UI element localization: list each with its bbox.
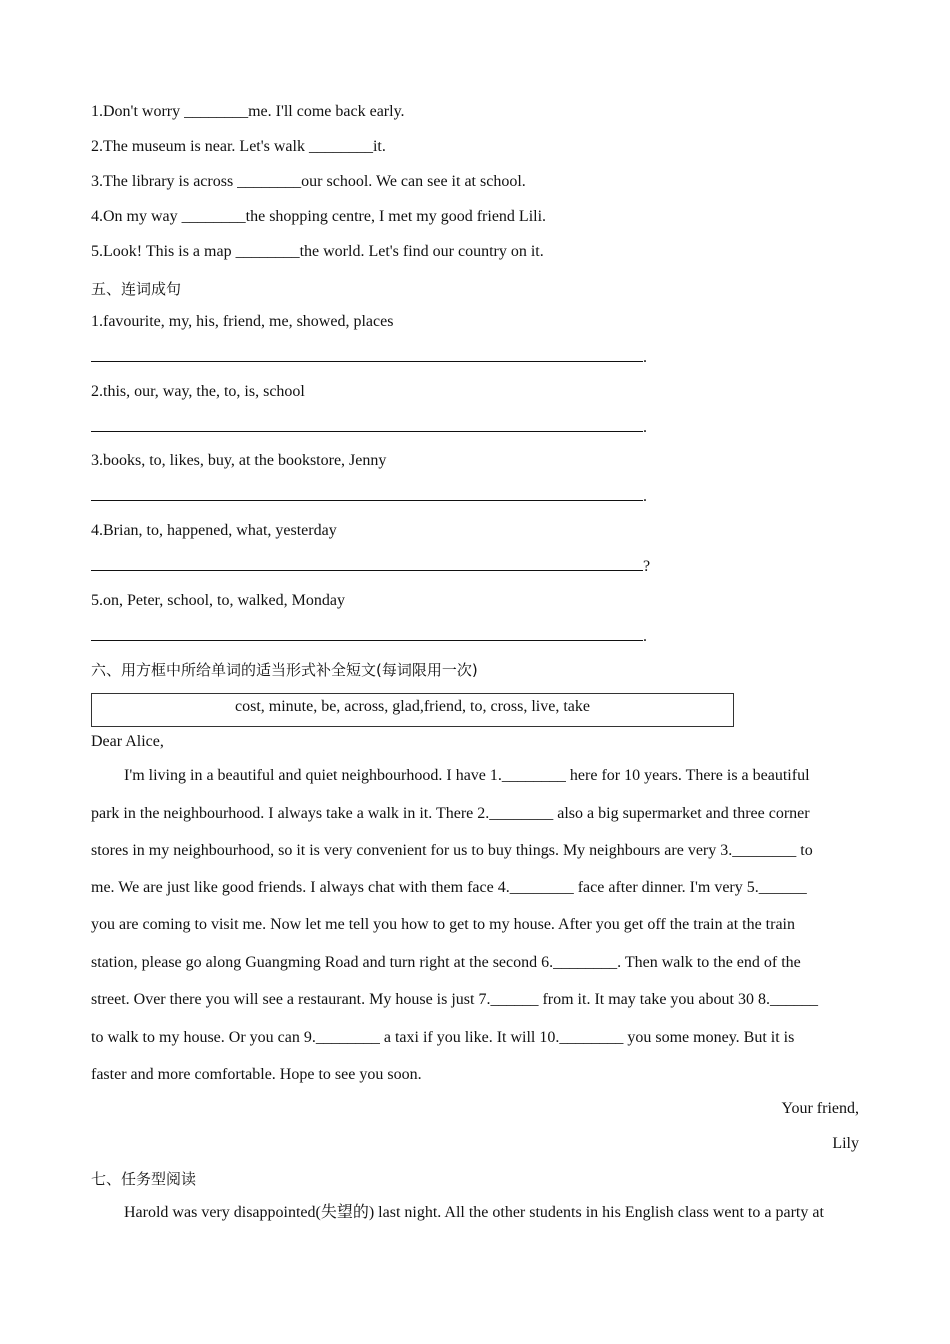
letter-line-9: faster and more comfortable. Hope to see you soon. — [91, 1066, 422, 1083]
letter-signature: Lily — [832, 1135, 859, 1152]
section7-title: 七、任务型阅读 — [91, 1170, 197, 1188]
letter-line-5: you are coming to visit me. Now let me tell you how to get to my house. After you get off the train at the train — [91, 916, 795, 933]
s5-answer-line-3 — [91, 486, 647, 507]
letter-line-8: to walk to my house. Or you can 9.________ a taxi if you like. It will 10.________ you some money. But it is — [91, 1029, 795, 1046]
s5-end-3: . — [643, 488, 647, 505]
s5-answer-line-4 — [91, 556, 650, 577]
s5-prompt-3: 3.books, to, likes, buy, at the bookstore, Jenny — [91, 452, 387, 469]
s7-paragraph-line-1: Harold was very disappointed(失望的) last night. All the other students in his English class went to a party at — [124, 1204, 824, 1221]
letter-line-6: station, please go along Guangming Road and turn right at the second 6.________. Then walk to the end of the — [91, 954, 801, 971]
s5-answer-line-1 — [91, 347, 647, 368]
s4-item-5: 5.Look! This is a map ________the world. Let's find our country on it. — [91, 243, 544, 260]
s5-prompt-5: 5.on, Peter, school, to, walked, Monday — [91, 592, 345, 609]
s4-item-1: 1.Don't worry ________me. I'll come back early. — [91, 103, 405, 120]
section6-title: 六、用方框中所给单词的适当形式补全短文(每词限用一次) — [91, 661, 478, 679]
letter-greeting: Dear Alice, — [91, 733, 164, 750]
letter-line-4: me. We are just like good friends. I always chat with them face 4.________ face after dinner. I'm very 5.______ — [91, 879, 807, 896]
s5-prompt-1: 1.favourite, my, his, friend, me, showed, places — [91, 313, 394, 330]
s5-end-2: . — [643, 419, 647, 436]
s5-answer-line-2 — [91, 417, 647, 438]
s5-prompt-4: 4.Brian, to, happened, what, yesterday — [91, 522, 337, 539]
s5-end-1: . — [643, 349, 647, 366]
s5-end-5: . — [643, 628, 647, 645]
word-box: cost, minute, be, across, glad,friend, to, cross, live, take — [91, 693, 734, 727]
section5-title: 五、连词成句 — [91, 280, 182, 298]
letter-line-7: street. Over there you will see a restaurant. My house is just 7.______ from it. It may take you about 30 8.______ — [91, 991, 818, 1008]
letter-line-3: stores in my neighbourhood, so it is very convenient for us to buy things. My neighbours are very 3.________ to — [91, 842, 813, 859]
s4-item-3: 3.The library is across ________our school. We can see it at school. — [91, 173, 526, 190]
letter-line-1: I'm living in a beautiful and quiet neighbourhood. I have 1.________ here for 10 years. There is a beautiful — [124, 767, 810, 784]
s4-item-2: 2.The museum is near. Let's walk ________it. — [91, 138, 386, 155]
s5-answer-line-5 — [91, 626, 647, 647]
letter-line-2: park in the neighbourhood. I always take a walk in it. There 2.________ also a big supermarket and three corner — [91, 805, 810, 822]
s4-item-4: 4.On my way ________the shopping centre, I met my good friend Lili. — [91, 208, 547, 225]
s5-prompt-2: 2.this, our, way, the, to, is, school — [91, 383, 305, 400]
letter-closing: Your friend, — [781, 1100, 859, 1117]
s5-end-4: ? — [643, 558, 651, 575]
